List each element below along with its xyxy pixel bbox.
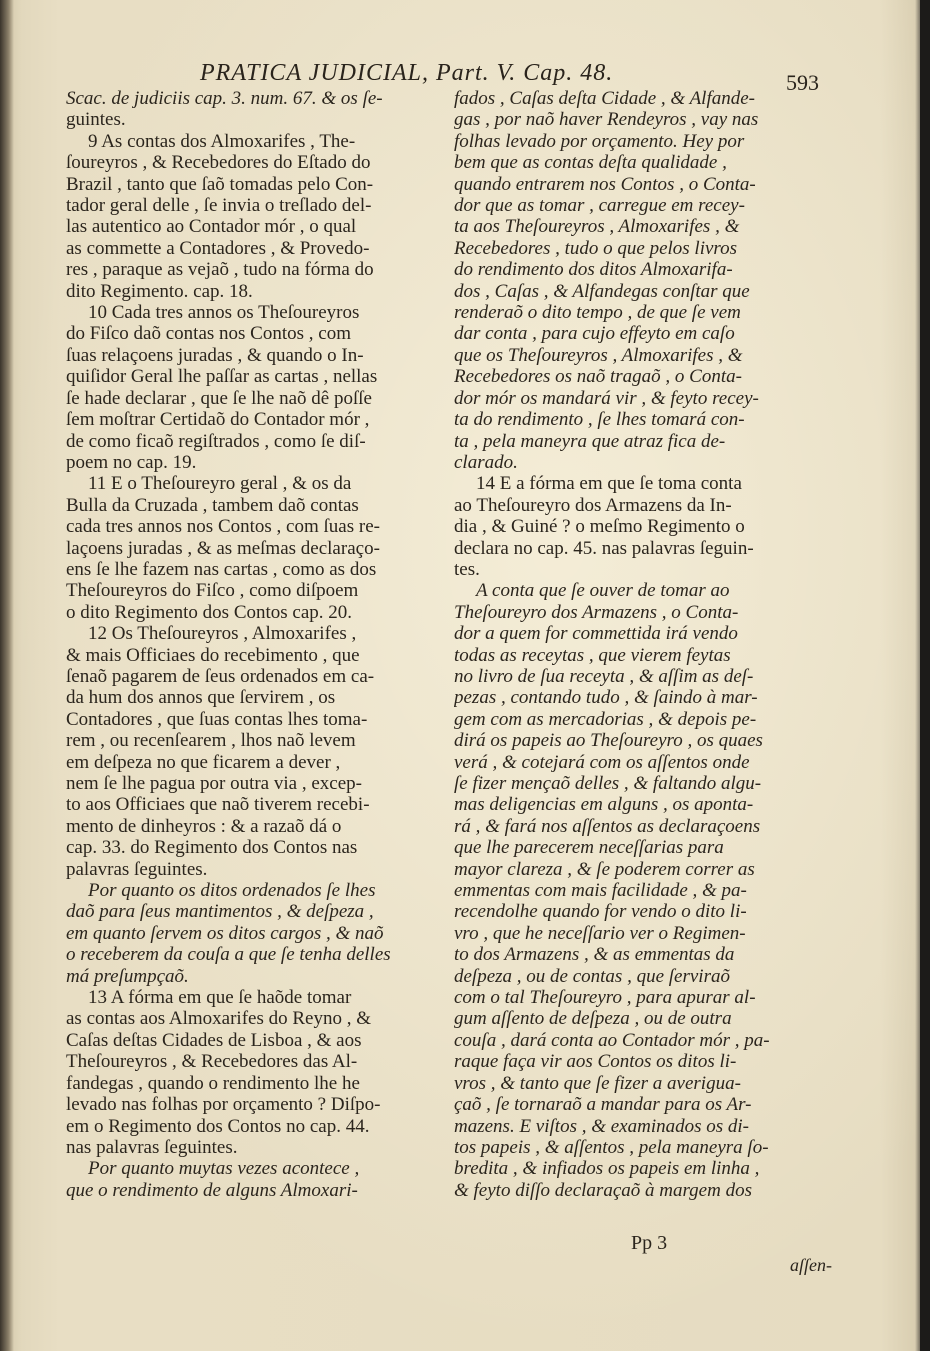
text-line: dia , & Guiné ? o meſmo Regimento o (454, 516, 745, 538)
text-line: Contadores , que ſuas contas lhes toma- (66, 708, 368, 730)
text-line: Recebedores , tudo o que pelos livros (454, 237, 737, 259)
text-line: que lhe parecerem neceſſarias para (454, 837, 724, 859)
text-line: A conta que ſe ouver de tomar ao (476, 580, 730, 602)
text-line: mas deligencias em alguns , os aponta- (454, 794, 754, 816)
text-line: fados , Caſas deſta Cidade , & Alfande- (454, 88, 756, 109)
text-line: declara no cap. 45. nas palavras ſeguin- (454, 537, 754, 559)
text-line: 14 E a fórma em que ſe toma conta (476, 473, 742, 495)
text-line: em o Regimento dos Contos no cap. 44. (66, 1115, 370, 1137)
text-line: do Fiſco daõ contas nos Contos , com (66, 323, 351, 345)
text-line: guintes. (66, 109, 126, 131)
text-line: ſenaõ pagarem de ſeus ordenados em ca- (66, 665, 375, 687)
text-line: tador geral delle , ſe invia o treſlado del- (66, 195, 372, 217)
text-line: fandegas , quando o rendimento lhe he (66, 1072, 360, 1094)
text-line: ſe hade declarar , que ſe lhe naõ dê poſſe (66, 387, 372, 409)
text-line: daõ para ſeus mantimentos , & deſpeza , (66, 901, 374, 923)
text-line: o dito Regimento dos Contos cap. 20. (66, 601, 353, 623)
text-line: gas , por naõ haver Rendeyros , vay nas (454, 109, 759, 131)
text-line: quando entrarem nos Contos , o Conta- (454, 173, 756, 195)
text-line: rem , ou recenſearem , lhos naõ levem (66, 730, 356, 752)
text-line: Brazil , tanto que ſaõ tomadas pelo Con- (66, 173, 374, 195)
text-line: as commette a Contadores , & Provedo- (66, 237, 370, 259)
text-line: folhas levado por orçamento. Hey por (454, 130, 745, 152)
text-line: ens ſe lhe fazem nas cartas , como as dos (66, 558, 377, 580)
text-line: do rendimento dos ditos Almoxarifa- (454, 259, 733, 281)
text-line: mento de dinheyros : & a razaõ dá o (66, 815, 342, 837)
running-title: PRATICA JUDICIAL, Part. V. Cap. 48. (200, 60, 614, 86)
binding-gutter (0, 0, 14, 1351)
text-line: to dos Armazens , & as emmentas da (454, 944, 735, 966)
text-line: tos papeis , & aſſentos , pela maneyra ſo- (454, 1136, 769, 1158)
text-line: dor a quem for commettida irá vendo (454, 623, 738, 645)
text-line: res , paraque as vejaõ , tudo na fórma do (66, 259, 374, 281)
left-column (66, 88, 432, 1201)
text-line: tes. (454, 558, 480, 580)
text-line: Theſoureyros , & Recebedores das Al- (66, 1051, 358, 1073)
text-line: mazens. E viſtos , & examinados os di- (454, 1115, 750, 1137)
text-line: las autentico ao Contador mór , o qual (66, 216, 357, 238)
right-column (454, 88, 822, 1201)
text-line: & feyto diſſo declaraçaõ à margem dos (454, 1179, 752, 1201)
text-line: recendolhe quando for vendo o dito li- (454, 901, 747, 923)
text-line: vros , & tanto que ſe fizer a averigua- (454, 1072, 741, 1094)
text-line: ſoureyros , & Recebedores do Eſtado do (66, 152, 371, 174)
text-line: dar conta , para cujo effeyto em caſo (454, 323, 735, 345)
text-line: 13 A fórma em que ſe haõde tomar (88, 987, 352, 1009)
text-line: de como ficaõ regiſtrados , como ſe diſ- (66, 430, 366, 452)
text-line: no livro de ſua receyta , & aſſim as deſ- (454, 665, 754, 687)
text-line: couſa , dará conta ao Contador mór , pa- (454, 1029, 770, 1051)
text-line: pezas , contando tudo , & ſaindo à mar- (454, 687, 758, 709)
text-line: mayor clareza , & ſe poderem correr as (454, 858, 755, 880)
text-line: dor que as tomar , carregue em recey- (454, 195, 745, 217)
text-line: cada tres annos nos Contos , com ſuas re- (66, 516, 380, 538)
text-line: o receberem da couſa a que ſe tenha delles (66, 944, 391, 966)
text-line: todas as receytas , que vierem feytas (454, 644, 731, 666)
text-line: clarado. (454, 451, 518, 473)
text-line: Scac. de judiciis cap. 3. num. 67. & os ſe- (66, 88, 383, 109)
signature-mark: Pp 3 (631, 1232, 668, 1254)
text-line: emmentas com mais facilidade , & pa- (454, 880, 747, 902)
text-line: & mais Officiaes do recebimento , que (66, 644, 360, 666)
text-line: dito Regimento. cap. 18. (66, 280, 253, 302)
text-line: 11 E o Theſoureyro geral , & os da (88, 473, 352, 495)
text-line: poem no cap. 19. (66, 451, 197, 473)
text-line: que os Theſoureyros , Almoxarifes , & (454, 344, 743, 366)
text-line: má preſumpçaõ. (66, 965, 189, 987)
text-line: nas palavras ſeguintes. (66, 1136, 238, 1158)
text-line: cap. 33. do Regimento dos Contos nas (66, 837, 358, 859)
text-line: Por quanto muytas vezes acontece , (88, 1158, 360, 1180)
text-line: rá , & fará nos aſſentos as declaraçoens (454, 815, 761, 837)
text-line: vro , que he neceſſario ver o Regimen- (454, 922, 746, 944)
text-line: ao Theſoureyro dos Armazens da In- (454, 494, 732, 516)
text-line: levado nas folhas por orçamento ? Diſpo- (66, 1094, 381, 1116)
text-line: 10 Cada tres annos os Theſoureyros (88, 302, 360, 324)
text-line: ſuas relaçoens juradas , & quando o In- (66, 344, 364, 366)
text-line: bredita , & infiados os papeis em linha , (454, 1158, 760, 1180)
text-line: to aos Officiaes que naõ tiverem recebi- (66, 794, 370, 816)
text-line: raque faça vir aos Contos os ditos li- (454, 1051, 737, 1073)
text-line: ta do rendimento , ſe lhes tomará con- (454, 409, 745, 431)
text-line: em deſpeza no que ficarem a dever , (66, 751, 341, 773)
text-line: ſem moſtrar Certidaõ do Contador mór , (66, 409, 370, 431)
text-line: bem que as contas deſta qualidade , (454, 152, 727, 174)
text-line: gem com as mercadorias , & depois pe- (454, 708, 757, 730)
text-line: Bulla da Cruzada , tambem daõ contas (66, 494, 359, 516)
text-line: Theſoureyro dos Armazens , o Conta- (454, 601, 739, 623)
text-line: deſpeza , ou de contas , que ſerviraõ (454, 965, 730, 987)
text-line: Por quanto os ditos ordenados ſe lhes (88, 880, 376, 902)
text-line: ſe fizer mençaõ delles , & faltando algu- (454, 773, 762, 794)
text-line: dor mór os mandará vir , & feyto recey- (454, 387, 759, 409)
text-line: quiſidor Geral lhe paſſar as cartas , nellas (66, 366, 378, 388)
text-line: com o tal Theſoureyro , para apurar al- (454, 987, 756, 1009)
text-line: Caſas deſtas Cidades de Lisboa , & aos (66, 1029, 362, 1051)
text-line: ta , pela maneyra que atraz fica de- (454, 430, 726, 452)
page-edge-shadow (920, 0, 930, 1351)
text-line: verá , & cotejará com os aſſentos onde (454, 751, 750, 773)
text-line: ta aos Theſoureyros , Almoxarifes , & (454, 216, 740, 238)
text-line: que o rendimento de alguns Almoxari- (66, 1179, 358, 1201)
catchword: aſſen- (790, 1255, 832, 1275)
text-line: dirá os papeis ao Theſoureyro , os quaes (454, 730, 763, 752)
text-line: dos , Caſas , & Alfandegas conſtar que (454, 280, 750, 302)
text-line: Recebedores os naõ tragaõ , o Conta- (454, 366, 742, 388)
text-line: nem ſe lhe pagua por outra via , excep- (66, 773, 362, 794)
text-line: gum aſſento de deſpeza , ou de outra (454, 1008, 732, 1030)
page-number: 593 (786, 70, 819, 95)
text-line: laçoens juradas , & as meſmas declaraço- (66, 537, 380, 559)
text-line: as contas aos Almoxarifes do Reyno , & (66, 1008, 372, 1030)
text-line: renderaõ o dito tempo , de que ſe vem (454, 302, 741, 324)
text-line: Theſoureyros do Fiſco , como diſpoem (66, 580, 359, 602)
text-line: çaõ , ſe tornaraõ a mandar para os Ar- (454, 1094, 752, 1116)
text-line: palavras ſeguintes. (66, 858, 208, 880)
text-line: em quanto ſervem os ditos cargos , & naõ (66, 922, 384, 944)
text-line: da hum dos annos que ſervirem , os (66, 687, 336, 709)
text-line: 12 Os Theſoureyros , Almoxarifes , (88, 623, 357, 645)
text-line: 9 As contas dos Almoxarifes , The- (88, 130, 356, 152)
